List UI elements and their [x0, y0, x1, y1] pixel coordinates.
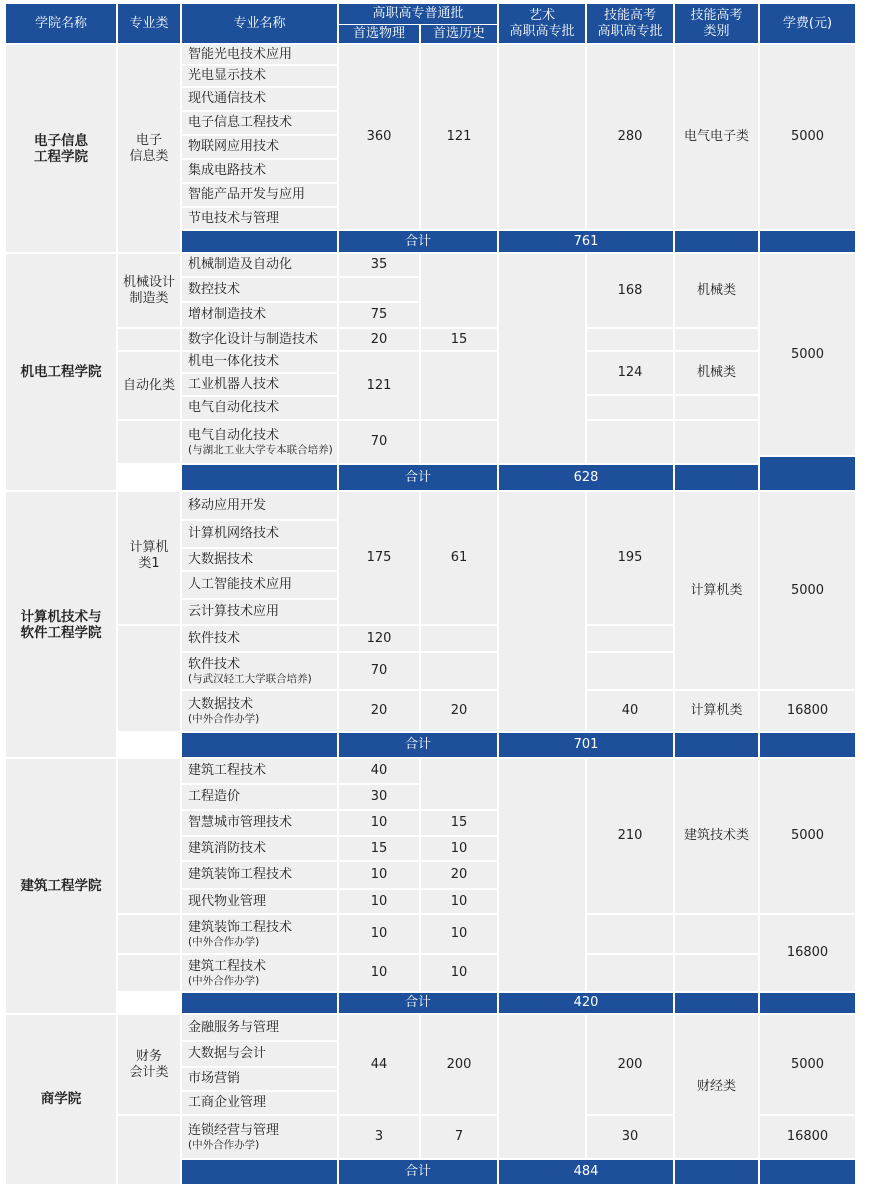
major-name: 数字化设计与制造技术	[182, 329, 337, 350]
major-name: 工商企业管理	[182, 1092, 337, 1114]
history-count: 121	[421, 45, 497, 229]
art-count	[499, 45, 585, 229]
major-name: 智能产品开发与应用	[182, 184, 337, 206]
major-name: 大数据技术	[182, 549, 337, 570]
total-bar	[675, 993, 758, 1013]
total-bar	[760, 733, 855, 757]
header-skill-type: 技能高考 类别	[675, 4, 758, 43]
header-category: 专业类	[118, 4, 180, 43]
history-count: 20	[421, 691, 497, 731]
history-count	[421, 352, 497, 419]
major-name-joint: 软件技术 (与武汉轻工大学联合培养)	[182, 653, 337, 689]
header-history: 首选历史	[421, 25, 497, 43]
major-name: 机电一体化技术	[182, 352, 337, 372]
skill-count	[587, 955, 673, 991]
skill-type	[675, 421, 758, 463]
major-name: 建筑工程技术	[182, 759, 337, 783]
total-label: 合计	[339, 993, 497, 1013]
total-bar	[182, 465, 337, 490]
skill-count	[587, 915, 673, 953]
tuition-fee: 5000	[760, 492, 855, 689]
major-name: 金融服务与管理	[182, 1015, 337, 1040]
major-name: 大数据与会计	[182, 1042, 337, 1066]
header-major: 专业名称	[182, 4, 337, 43]
physics-count: 70	[339, 653, 419, 689]
skill-type	[675, 329, 758, 350]
physics-count: 20	[339, 329, 419, 350]
physics-count: 175	[339, 492, 419, 624]
physics-count: 10	[339, 955, 419, 991]
skill-type: 机械类	[675, 254, 758, 327]
header-fee: 学费(元)	[760, 4, 855, 43]
physics-count: 10	[339, 890, 419, 913]
tuition-fee: 5000	[760, 1015, 855, 1114]
physics-count: 15	[339, 837, 419, 860]
total-value: 701	[499, 733, 673, 757]
category-name: 电子 信息类	[118, 45, 180, 252]
major-name: 光电显示技术	[182, 66, 337, 86]
physics-count: 3	[339, 1116, 419, 1158]
college-name: 计算机技术与 软件工程学院	[6, 492, 116, 757]
total-label: 合计	[339, 1160, 497, 1184]
total-bar	[675, 465, 758, 490]
physics-count: 120	[339, 626, 419, 651]
physics-count: 10	[339, 811, 419, 835]
major-name: 电气自动化技术	[182, 397, 337, 419]
category-name-spacer	[118, 955, 180, 991]
tuition-fee: 16800	[760, 691, 855, 731]
physics-count: 121	[339, 352, 419, 419]
category-name: 计算机 类1	[118, 492, 180, 624]
total-bar	[182, 733, 337, 757]
major-name: 工业机器人技术	[182, 374, 337, 395]
major-name-coop: 大数据技术 (中外合作办学)	[182, 691, 337, 731]
history-count: 200	[421, 1015, 497, 1114]
skill-type: 机械类	[675, 352, 758, 394]
category-name-spacer	[118, 329, 180, 350]
total-label: 合计	[339, 465, 497, 490]
physics-count: 70	[339, 421, 419, 463]
skill-count	[587, 329, 673, 350]
physics-count: 10	[339, 915, 419, 953]
major-name: 现代物业管理	[182, 890, 337, 913]
history-count: 15	[421, 329, 497, 350]
physics-count: 75	[339, 303, 419, 327]
major-name-coop: 建筑工程技术 (中外合作办学)	[182, 955, 337, 991]
major-name: 集成电路技术	[182, 160, 337, 182]
art-count	[499, 1015, 585, 1158]
total-bar	[675, 231, 758, 252]
physics-count: 30	[339, 785, 419, 809]
category-name-spacer	[118, 1116, 180, 1184]
tuition-fee: 16800	[760, 915, 855, 991]
skill-type	[675, 915, 758, 953]
skill-type: 计算机类	[675, 492, 758, 689]
major-name: 人工智能技术应用	[182, 572, 337, 598]
skill-count: 280	[587, 45, 673, 229]
skill-count: 124	[587, 352, 673, 394]
college-name: 电子信息 工程学院	[6, 45, 116, 252]
total-value: 420	[499, 993, 673, 1013]
history-count: 10	[421, 955, 497, 991]
history-count: 20	[421, 862, 497, 888]
total-value: 484	[499, 1160, 673, 1184]
category-name: 财务 会计类	[118, 1015, 180, 1114]
major-name: 电子信息工程技术	[182, 112, 337, 134]
history-count	[421, 254, 497, 327]
major-name: 云计算技术应用	[182, 600, 337, 624]
total-bar	[675, 1160, 758, 1184]
header-general-batch: 高职高专普通批	[339, 4, 497, 24]
total-bar	[760, 231, 855, 252]
history-count	[421, 653, 497, 689]
physics-count: 360	[339, 45, 419, 229]
college-name: 建筑工程学院	[6, 759, 116, 1013]
total-bar	[675, 733, 758, 757]
major-name: 现代通信技术	[182, 88, 337, 110]
tuition-fee: 5000	[760, 45, 855, 229]
skill-count: 200	[587, 1015, 673, 1114]
major-name-coop: 建筑装饰工程技术 (中外合作办学)	[182, 915, 337, 953]
art-count	[499, 759, 585, 991]
major-name: 物联网应用技术	[182, 136, 337, 158]
physics-count: 35	[339, 254, 419, 276]
major-name: 移动应用开发	[182, 492, 337, 519]
tuition-fee: 5000	[760, 759, 855, 913]
physics-count: 40	[339, 759, 419, 783]
total-bar	[182, 231, 337, 252]
history-count: 61	[421, 492, 497, 624]
college-name: 商学院	[6, 1015, 116, 1184]
major-name: 增材制造技术	[182, 303, 337, 327]
skill-count	[587, 626, 673, 651]
history-count: 10	[421, 837, 497, 860]
physics-count: 44	[339, 1015, 419, 1114]
major-name-joint: 电气自动化技术 (与湖北工业大学专本联合培养)	[182, 421, 337, 463]
total-bar	[182, 1160, 337, 1184]
physics-count: 10	[339, 862, 419, 888]
art-count	[499, 254, 585, 463]
skill-count: 30	[587, 1116, 673, 1158]
major-name: 数控技术	[182, 278, 337, 301]
major-name: 计算机网络技术	[182, 521, 337, 547]
category-name-spacer	[118, 421, 180, 463]
total-label: 合计	[339, 231, 497, 252]
header-physics: 首选物理	[339, 25, 419, 43]
art-count	[499, 492, 585, 731]
skill-type: 财经类	[675, 1015, 758, 1158]
category-name-spacer	[118, 759, 180, 913]
total-value: 761	[499, 231, 673, 252]
skill-count: 40	[587, 691, 673, 731]
total-bar	[760, 993, 855, 1013]
header-art: 艺术 高职高专批	[499, 4, 585, 43]
major-name: 智能光电技术应用	[182, 45, 337, 64]
major-name: 机械制造及自动化	[182, 254, 337, 276]
skill-type: 计算机类	[675, 691, 758, 731]
skill-count	[587, 421, 673, 463]
total-bar	[182, 993, 337, 1013]
skill-count: 195	[587, 492, 673, 624]
skill-count	[587, 396, 673, 419]
category-name-spacer	[118, 915, 180, 953]
skill-type: 电气电子类	[675, 45, 758, 229]
major-name: 工程造价	[182, 785, 337, 809]
total-bar	[760, 457, 855, 490]
major-name: 节电技术与管理	[182, 208, 337, 229]
major-name: 建筑装饰工程技术	[182, 862, 337, 888]
major-name: 智慧城市管理技术	[182, 811, 337, 835]
skill-count: 210	[587, 759, 673, 913]
history-count: 10	[421, 890, 497, 913]
tuition-fee: 16800	[760, 1116, 855, 1158]
skill-type	[675, 396, 758, 419]
college-name: 机电工程学院	[6, 254, 116, 490]
physics-count: 20	[339, 691, 419, 731]
history-count	[421, 421, 497, 463]
skill-count: 168	[587, 254, 673, 327]
physics-count	[339, 278, 419, 301]
history-count	[421, 626, 497, 651]
category-name: 机械设计 制造类	[118, 254, 180, 327]
category-name-spacer	[118, 626, 180, 731]
total-label: 合计	[339, 733, 497, 757]
total-value: 628	[499, 465, 673, 490]
skill-type: 建筑技术类	[675, 759, 758, 913]
history-count: 7	[421, 1116, 497, 1158]
category-name: 自动化类	[118, 352, 180, 419]
major-name: 建筑消防技术	[182, 837, 337, 860]
total-bar	[760, 1160, 855, 1184]
major-name: 软件技术	[182, 626, 337, 651]
skill-type	[675, 955, 758, 991]
history-count: 10	[421, 915, 497, 953]
history-count	[421, 759, 497, 809]
skill-count	[587, 653, 673, 689]
header-college: 学院名称	[6, 4, 116, 43]
history-count: 15	[421, 811, 497, 835]
major-name: 市场营销	[182, 1068, 337, 1090]
tuition-fee: 5000	[760, 254, 855, 455]
major-name-coop: 连锁经营与管理 (中外合作办学)	[182, 1116, 337, 1158]
header-skill: 技能高考 高职高专批	[587, 4, 673, 43]
